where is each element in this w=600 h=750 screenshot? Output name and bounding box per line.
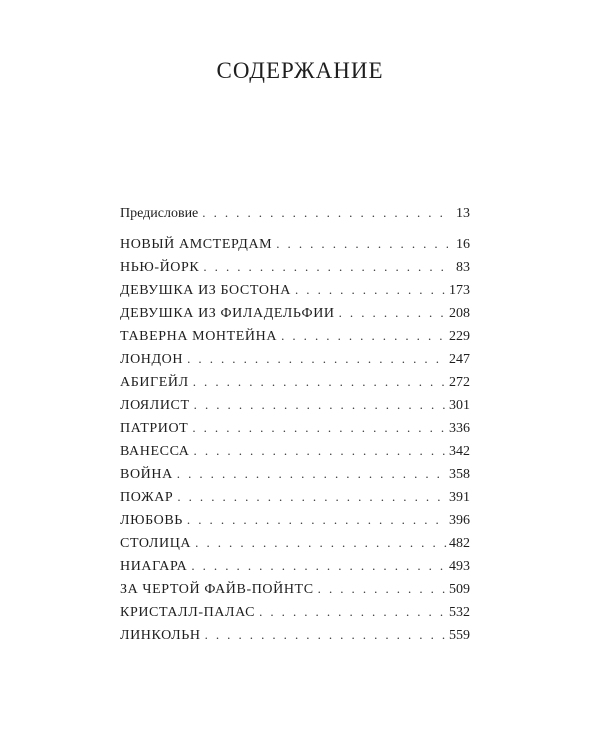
toc-entry-title: ТАВЕРНА МОНТЕЙНА: [120, 329, 278, 344]
toc-entry-page-number: 13: [456, 206, 470, 221]
toc-entry-title: ДЕВУШКА ИЗ БОСТОНА: [120, 283, 291, 298]
toc-entry-page-number: 83: [456, 260, 470, 275]
dot-leader: [295, 278, 447, 301]
dot-leader: [191, 554, 447, 577]
toc-entry-page-number: 301: [449, 398, 470, 413]
toc-entry-title: ЛЮБОВЬ: [120, 513, 183, 528]
dot-leader: [193, 370, 447, 393]
toc-entry-page-number: 16: [456, 237, 470, 252]
dot-leader: [194, 393, 447, 416]
toc-entry[interactable]: [120, 370, 470, 393]
dot-leader: [339, 301, 447, 324]
dot-leader: [195, 531, 447, 554]
dot-leader: [276, 232, 448, 255]
toc-entry-title: ЛОЯЛИСТ: [120, 398, 190, 413]
table-of-contents: [120, 201, 470, 646]
dot-leader: [177, 462, 447, 485]
toc-entry-page-number: 173: [449, 283, 470, 298]
toc-entry-title: НОВЫЙ АМСТЕРДАМ: [120, 237, 273, 252]
toc-entry-title: ПОЖАР: [120, 490, 174, 505]
toc-entry[interactable]: [120, 439, 470, 462]
toc-entry-page-number: 482: [449, 536, 470, 551]
toc-entry-title: ЛОНДОН: [120, 352, 184, 367]
toc-entry[interactable]: [120, 416, 470, 439]
toc-entry-page-number: 247: [449, 352, 470, 367]
toc-entry-page-number: 272: [449, 375, 470, 390]
dot-leader: [187, 508, 447, 531]
toc-entry-page-number: 342: [449, 444, 470, 459]
toc-entry-title: НЬЮ-ЙОРК: [120, 260, 200, 275]
toc-entry[interactable]: [120, 577, 470, 600]
dot-leader: [203, 255, 448, 278]
toc-entry-page-number: 509: [449, 582, 470, 597]
toc-entry-title: СТОЛИЦА: [120, 536, 192, 551]
toc-entry-page-number: 358: [449, 467, 470, 482]
chapter-list: [120, 232, 470, 646]
toc-entry-page-number: 208: [449, 306, 470, 321]
dot-leader: [177, 485, 447, 508]
toc-entry-title: ДЕВУШКА ИЗ ФИЛАДЕЛЬФИИ: [120, 306, 335, 321]
toc-entry[interactable]: [120, 393, 470, 416]
dot-leader: [259, 600, 447, 623]
toc-entry[interactable]: [120, 554, 470, 577]
toc-entry[interactable]: [120, 324, 470, 347]
toc-entry[interactable]: [120, 623, 470, 646]
toc-entry[interactable]: [120, 255, 470, 278]
toc-entry-page-number: 336: [449, 421, 470, 436]
toc-entry-title: АБИГЕЙЛ: [120, 375, 189, 390]
toc-entry-title: ЗА ЧЕРТОЙ ФАЙВ-ПОЙНТС: [120, 582, 314, 597]
dot-leader: [202, 201, 448, 224]
toc-entry-page-number: 229: [449, 329, 470, 344]
toc-entry[interactable]: [120, 232, 470, 255]
toc-entry-title: НИАГАРА: [120, 559, 188, 574]
dot-leader: [194, 439, 447, 462]
toc-entry[interactable]: [120, 531, 470, 554]
toc-entry-title: ВОЙНА: [120, 467, 173, 482]
toc-entry-title: ЛИНКОЛЬН: [120, 628, 201, 643]
toc-entry[interactable]: [120, 278, 470, 301]
dot-leader: [187, 347, 447, 370]
toc-entry-page-number: 559: [449, 628, 470, 643]
dot-leader: [318, 577, 447, 600]
toc-entry-preface[interactable]: [120, 201, 470, 224]
toc-entry[interactable]: [120, 301, 470, 324]
toc-entry-title: ВАНЕССА: [120, 444, 190, 459]
toc-entry-title: КРИСТАЛЛ-ПАЛАС: [120, 605, 256, 620]
toc-entry[interactable]: [120, 462, 470, 485]
toc-entry[interactable]: [120, 508, 470, 531]
toc-entry-title: Предисловие: [120, 206, 199, 221]
toc-entry[interactable]: [120, 347, 470, 370]
toc-entry-title: ПАТРИОТ: [120, 421, 189, 436]
toc-entry-page-number: 396: [449, 513, 470, 528]
page-title: СОДЕРЖАНИЕ: [216, 58, 384, 84]
toc-entry[interactable]: [120, 600, 470, 623]
toc-entry[interactable]: [120, 485, 470, 508]
dot-leader: [192, 416, 447, 439]
dot-leader: [281, 324, 447, 347]
toc-entry-page-number: 493: [449, 559, 470, 574]
toc-entry-page-number: 532: [449, 605, 470, 620]
dot-leader: [205, 623, 447, 646]
toc-entry-page-number: 391: [449, 490, 470, 505]
